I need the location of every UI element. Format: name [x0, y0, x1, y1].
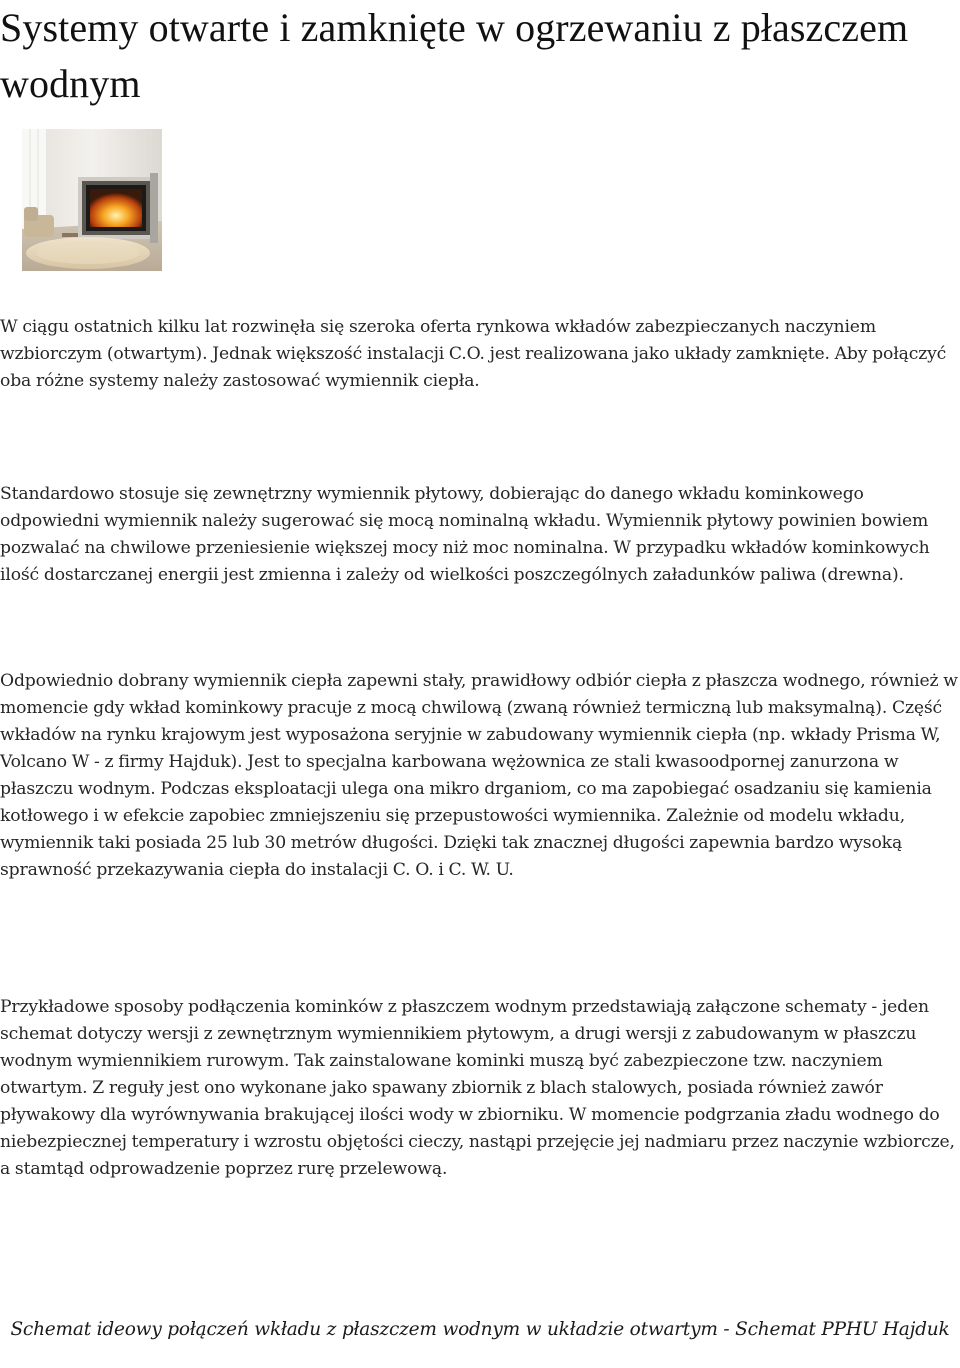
page-title: Systemy otwarte i zamknięte w ogrzewaniu z płaszczem wodnym: [0, 5, 909, 106]
paragraph-plate-exchanger: Standardowo stosuje się zewnętrzny wymiennik płytowy, dobierając do danego wkładu kominkowego odpowiedni wymiennik należy sugerować się mocą nominalną wkładu. Wymiennik płytowy powinien bowiem pozwalać na chwilowe przeniesienie większej mocy niż moc nominalna. W przypadku wkładów kominkowych ilość dostarczanej energii jest zmienna i zależy od wielkości poszczególnych załadunków paliwa (drewna).: [0, 484, 930, 585]
paragraph-intro: W ciągu ostatnich kilku lat rozwinęła się szeroka oferta rynkowa wkładów zabezpieczanych naczyniem wzbiorczym (otwartym). Jednak większość instalacji C.O. jest realizowana jako układy zamknięte. Aby połączyć oba różne systemy należy zastosować wymiennik ciepła.: [0, 317, 947, 391]
paragraph-heat-exchanger: Odpowiednio dobrany wymiennik ciepła zapewni stały, prawidłowy odbiór ciepła z płaszcza wodnego, również w momencie gdy wkład kominkowy pracuje z mocą chwilową (zwaną również termiczną lub maksymalną). Część wkładów na rynku krajowym jest wyposażona seryjnie w zabudowany wymiennik ciepła (np. wkłady Prisma W, Volcano W - z firmy Hajduk). Jest to specjalna karbowana wężownica ze stali kwasoodpornej zanurzona w płaszczu wodnym. Podczas eksploatacji ulega ona mikro drganiom, co ma zapobiegać osadzaniu się kamienia kotłowego i w efekcie zapobiec zmniejszeniu się przepustowości wymiennika. Zależnie od modelu wkładu, wymiennik taki posiada 25 lub 30 metrów długości. Dzięki tak znacznej długości zapewnia bardzo wysoką sprawność przekazywania ciepła do instalacji C. O. i C. W. U.: [0, 671, 958, 880]
figure-caption: Schemat ideowy połączeń wkładu z płaszczem wodnym w układzie otwartym - Schemat PPHU Hajduk: [10, 1319, 950, 1340]
paragraph-connection-schemes: Przykładowe sposoby podłączenia kominków z płaszczem wodnym przedstawiają załączone schematy - jeden schemat dotyczy wersji z zewnętrznym wymiennikiem płytowym, a drugi wersji z zabudowanym w płaszczu wodnym wymiennikiem rurowym. Tak zainstalowane kominki muszą być zabezpieczone tzw. naczyniem otwartym. Z reguły jest ono wykonane jako spawany zbiornik z blach stalowych, posiada również zawór pływakowy dla wyrównywania brakującej ilości wody w zbiorniku. W momencie podgrzania zładu wodnego do niebezpiecznej temperatury i wzrostu objętości cieczy, nastąpi przejęcie jej nadmiaru przez naczynie wzbiorcze, a stamtąd odprowadzenie poprzez rurę przelewową.: [0, 997, 955, 1179]
fireplace-photo: [22, 129, 162, 271]
